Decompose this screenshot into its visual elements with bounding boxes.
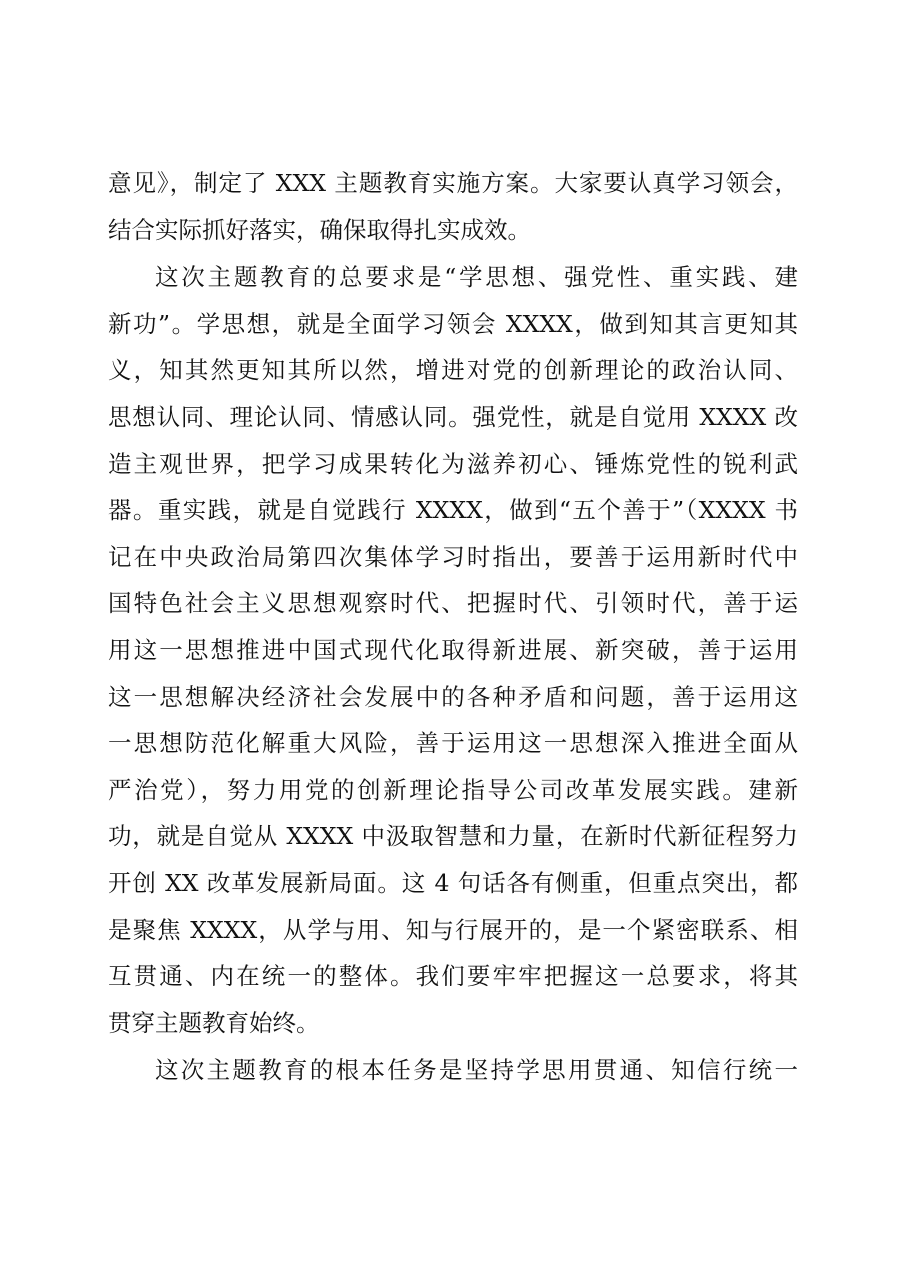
text-line: 用这一思想推进中国式现代化取得新进展、新突破，善于运用 (108, 635, 798, 664)
text-line: 一思想防范化解重大风险，善于运用这一思想深入推进全面从 (108, 729, 798, 758)
text-line: 贯穿主题教育始终。 (108, 1008, 320, 1037)
body-text (108, 160, 798, 1094)
text-line: 国特色社会主义思想观察时代、把握时代、引领时代，善于运 (108, 589, 798, 618)
paragraph-3 (108, 1047, 798, 1094)
text-line: 严治党），努力用党的创新理论指导公司改革发展实践。建新 (108, 775, 798, 804)
text-line: 器。重实践，就是自觉践行 XXXX，做到“五个善于”（XXXX 书 (108, 496, 798, 525)
paragraph-2 (108, 254, 798, 1046)
text-line: 记在中央政治局第四次集体学习时指出，要善于运用新时代中 (108, 542, 798, 571)
text-line: 这次主题教育的根本任务是坚持学思用贯通、知信行统一 (155, 1056, 798, 1085)
text-line: 造主观世界，把学习成果转化为滋养初心、锤炼党性的锐利武 (108, 449, 798, 478)
text-line: 新功”。学思想，就是全面学习领会 XXXX，做到知其言更知其 (108, 309, 798, 338)
text-line: 功，就是自觉从 XXXX 中汲取智慧和力量，在新时代新征程努力 (108, 822, 798, 851)
text-line: 是聚焦 XXXX，从学与用、知与行展开的，是一个紧密联系、相 (108, 915, 798, 944)
text-line: 结合实际抓好落实，确保取得扎实成效。 (108, 215, 531, 244)
text-line: 意见》，制定了 XXX 主题教育实施方案。大家要认真学习领会， (108, 169, 798, 197)
text-line: 思想认同、理论认同、情感认同。强党性，就是自觉用 XXXX 改 (108, 402, 798, 431)
text-line: 互贯通、内在统一的整体。我们要牢牢把握这一总要求，将其 (108, 962, 798, 991)
text-line: 义，知其然更知其所以然，增进对党的创新理论的政治认同、 (108, 356, 798, 385)
text-line: 这次主题教育的总要求是“学思想、强党性、重实践、建 (155, 263, 798, 292)
text-line: 开创 XX 改革发展新局面。这 4 句话各有侧重，但重点突出，都 (108, 868, 798, 897)
paragraph-1 (108, 160, 798, 253)
text-line: 这一思想解决经济社会发展中的各种矛盾和问题，善于运用这 (108, 682, 798, 711)
